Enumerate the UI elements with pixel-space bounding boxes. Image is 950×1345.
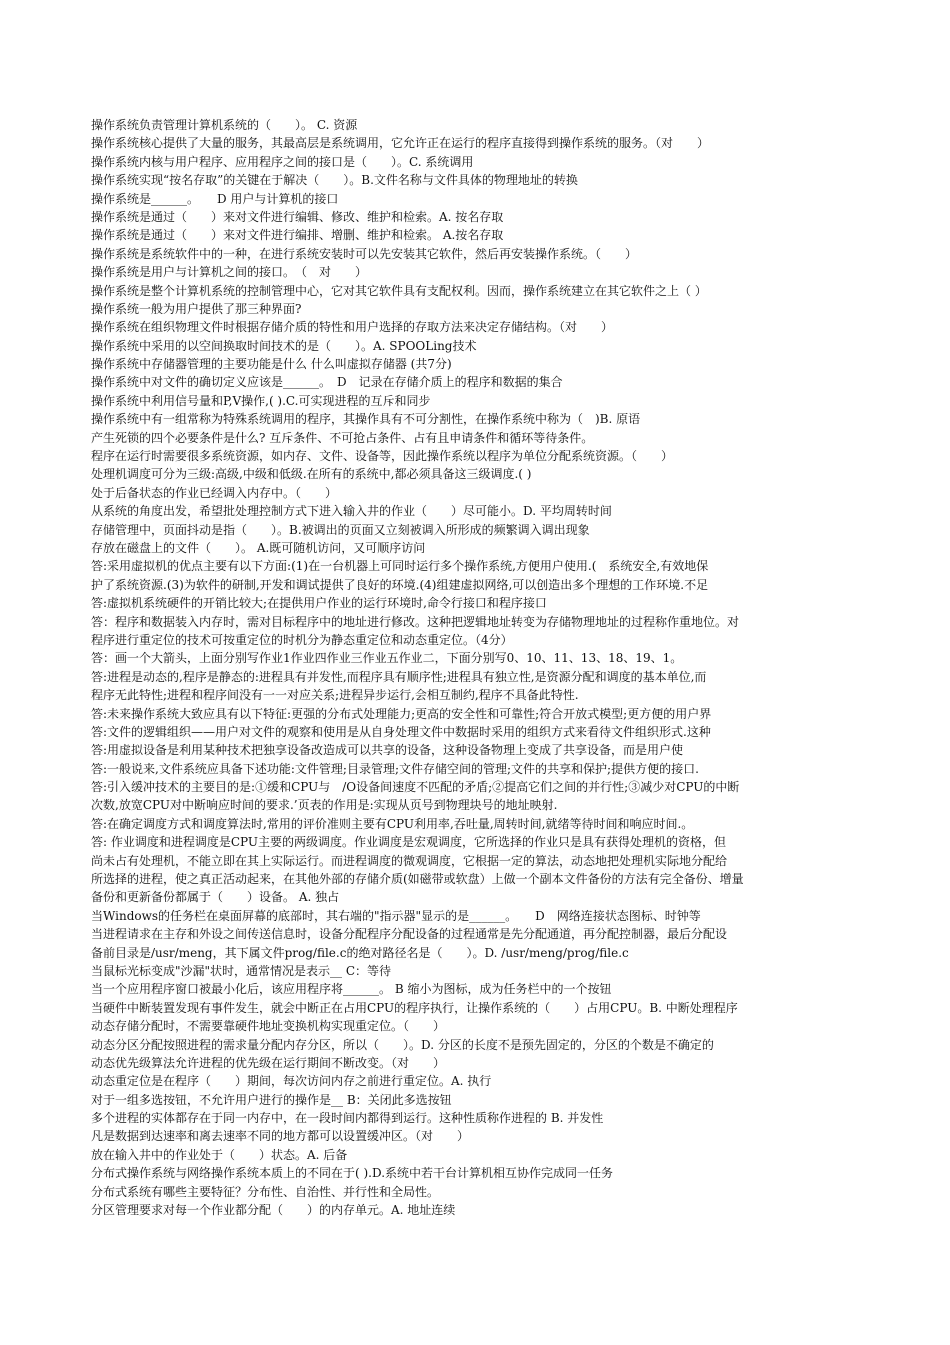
- text-line: 分区管理要求对每一个作业都分配（ ）的内存单元。A. 地址连续: [91, 1203, 456, 1218]
- text-line: 答:虚拟机系统硬件的开销比较大;在提供用户作业的运行环境时,命令行接口和程序接口: [91, 596, 547, 611]
- text-line: 答:用虚拟设备是利用某种技术把独享设备改造成可以共享的设备，这种设备物理上变成了共享设备，而是用户使: [91, 743, 684, 758]
- text-line: 操作系统一般为用户提供了那三种界面?: [91, 301, 302, 316]
- text-line: 程序进行重定位的技术可按重定位的时机分为静态重定位和动态重定位。（4分）: [91, 632, 513, 647]
- text-line: 次数,放宽CPU对中断响应时间的要求.’页表的作用是:实现从页号到物理块号的地址映射.: [91, 798, 558, 813]
- text-line: 存储管理中，页面抖动是指（ ）。B.被调出的页面又立刻被调入所形成的频繁调入调出现象: [91, 522, 590, 537]
- text-line: 操作系统中采用的以空间换取时间技术的是（ ）。A. SPOOLing技术: [91, 338, 477, 353]
- text-line: 操作系统是用户与计算机之间的接口。 （ 对 ）: [91, 265, 368, 280]
- text-line: 当Windows的任务栏在桌面屏幕的底部时，其右端的"指示器"显示的是______。 D 网络连接状态图标、时钟等: [91, 908, 701, 923]
- text-line: 分布式操作系统与网络操作系统本质上的不同在于( ).D.系统中若干台计算机相互协作完成同一任务: [91, 1166, 614, 1181]
- text-line: 多个进程的实体都存在于同一内存中，在一段时间内都得到运行。这种性质称作进程的 B. 并发性: [91, 1111, 604, 1126]
- text-line: 操作系统实现“按名存取”的关键在于解决（ ）。B.文件名称与文件具体的物理地址的转换: [91, 173, 578, 188]
- text-line: 操作系统中利用信号量和P,V操作,( ).C.可实现进程的互斥和同步: [91, 393, 431, 408]
- text-line: 放在输入井中的作业处于（ ）状态。A. 后备: [91, 1147, 348, 1162]
- text-line: 操作系统中存储器管理的主要功能是什么 什么叫虚拟存储器 (共7分): [91, 357, 452, 372]
- text-line: 答：画一个大箭头，上面分别写作业1作业四作业三作业五作业二，下面分别写0、10、11、13、18、19、1。: [91, 651, 683, 666]
- text-line: 动态分区分配按照进程的需求量分配内存分区，所以（ ）。D. 分区的长度不是预先固定的，分区的个数是不确定的: [91, 1037, 714, 1052]
- text-line: 处于后备状态的作业已经调入内存中。（ ）: [91, 485, 338, 500]
- text-line: 答:进程是动态的,程序是静态的:进程具有并发性,而程序具有顺序性;进程具有独立性,是资源分配和调度的基本单位,而: [91, 669, 707, 684]
- text-line: 答:采用虚拟机的优点主要有以下方面:(1)在一台机器上可同时运行多个操作系统,方便用户使用.( 系统安全,有效地保: [91, 559, 709, 574]
- text-line: 当一个应用程序窗口被最小化后，该应用程序将______。 B 缩小为图标，成为任务栏中的一个按钮: [91, 982, 612, 997]
- text-line: 动态重定位是在程序（ ）期间，每次访问内存之前进行重定位。A. 执行: [91, 1074, 492, 1089]
- text-line: 操作系统中有一组常称为特殊系统调用的程序，其操作具有不可分割性，在操作系统中称为（ )B. 原语: [91, 412, 641, 427]
- text-line: 产生死锁的四个必要条件是什么? 互斥条件、不可抢占条件、占有且申请条件和循环等待条件。: [91, 430, 594, 445]
- text-line: 答:在确定调度方式和调度算法时,常用的评价准则主要有CPU利用率,吞吐量,周转时间,就绪等待时间和响应时间.。: [91, 816, 694, 831]
- text-line: 备份和更新备份都属于（ ）设备。 A. 独占: [91, 890, 340, 905]
- text-line: 操作系统是系统软件中的一种，在进行系统安装时可以先安装其它软件，然后再安装操作系统。（ ）: [91, 246, 638, 261]
- text-line: 答: 作业调度和进程调度是CPU主要的两级调度。作业调度是宏观调度，它所选择的作业只是具有获得处理机的资格，但: [91, 835, 727, 850]
- text-line: 操作系统内核与用户程序、应用程序之间的接口是（ ）。C. 系统调用: [91, 154, 474, 169]
- text-line: 尚未占有处理机，不能立即在其上实际运行。而进程调度的微观调度，它根据一定的算法，动态地把处理机实际地分配给: [91, 853, 728, 868]
- text-line: 所选择的进程，使之真正活动起来，在其他外部的存储介质(如磁带或软盘）上做一个副本文件备份的方法有完全备份、增量: [91, 872, 744, 887]
- text-line: 操作系统是通过（ ）来对文件进行编排、增删、维护和检索。 A.按名存取: [91, 228, 504, 243]
- text-line: 当鼠标光标变成"沙漏"状时，通常情况是表示__ C：等待: [91, 963, 392, 978]
- text-line: 动态优先级算法允许进程的优先级在运行期间不断改变。（对 ）: [91, 1055, 446, 1070]
- document-body: [91, 116, 866, 1219]
- text-line: 备前目录是/usr/meng，其下属文件prog/file.c的绝对路径名是（ ）。D. /usr/meng/prog/file.c: [91, 945, 629, 960]
- text-line: 操作系统是______。 D 用户与计算机的接口: [91, 191, 339, 206]
- text-line: 操作系统是整个计算机系统的控制管理中心，它对其它软件具有支配权利。因而，操作系统建立在其它软件之上（ ）: [91, 283, 707, 298]
- text-line: 程序在运行时需要很多系统资源，如内存、文件、设备等，因此操作系统以程序为单位分配系统资源。（ ）: [91, 449, 674, 464]
- text-line: 答:引入缓冲技术的主要目的是:①缓和CPU与 /O设备间速度不匹配的矛盾;②提高它们之间的并行性;③减少对CPU的中断: [91, 780, 740, 795]
- text-line: 操作系统核心提供了大量的服务，其最高层是系统调用，它允许正在运行的程序直接得到操作系统的服务。（对 ）: [91, 136, 710, 151]
- text-line: 护了系统资源.(3)为软件的研制,开发和调试提供了良好的环境.(4)组建虚拟网络,可以创造出多个理想的工作环境.不足: [91, 577, 709, 592]
- text-line: 凡是数据到达速率和离去速率不同的地方都可以设置缓冲区。（对 ）: [91, 1129, 470, 1144]
- text-line: 分布式系统有哪些主要特征？分布性、自治性、并行性和全局性。: [91, 1184, 440, 1199]
- text-line: 动态存储分配时，不需要靠硬件地址变换机构实现重定位。（ ）: [91, 1019, 446, 1034]
- text-line: 操作系统负责管理计算机系统的（ ）。 C. 资源: [91, 118, 358, 132]
- text-line: 操作系统在组织物理文件时根据存储介质的特性和用户选择的存取方法来决定存储结构。（对 ）: [91, 320, 614, 335]
- text-line: 答:未来操作系统大致应具有以下特征:更强的分布式处理能力;更高的安全性和可靠性;符合开放式模型;更方便的用户界: [91, 706, 712, 721]
- text-line: 处理机调度可分为三级:高级,中级和低级.在所有的系统中,都必须具备这三级调度.( ): [91, 467, 532, 482]
- text-line: 对于一组多选按钮，不允许用户进行的操作是__ B：关闭此多选按钮: [91, 1092, 452, 1107]
- text-line: 存放在磁盘上的文件（ ）。 A.既可随机访问，又可顺序访问: [91, 540, 426, 555]
- text-line: 操作系统中对文件的确切定义应该是______。 D 记录在存储介质上的程序和数据的集合: [91, 375, 563, 390]
- text-line: 当进程请求在主存和外设之间传送信息时，设备分配程序分配设备的过程通常是先分配通道，再分配控制器，最后分配设: [91, 927, 728, 942]
- text-line: 答:一般说来,文件系统应具备下述功能:文件管理;目录管理;文件存储空间的管理;文件的共享和保护;提供方便的接口.: [91, 761, 699, 776]
- text-line: 操作系统是通过（ ）来对文件进行编辑、修改、维护和检索。A. 按名存取: [91, 209, 504, 224]
- text-line: 当硬件中断装置发现有事件发生，就会中断正在占用CPU的程序执行，让操作系统的（ ）占用CPU。B. 中断处理程序: [91, 1000, 738, 1015]
- text-line: 从系统的角度出发，希望批处理控制方式下进入输入井的作业（ ）尽可能小。D. 平均周转时间: [91, 504, 612, 519]
- text-line: 答:文件的逻辑组织——用户对文件的观察和使用是从自身处理文件中数据时采用的组织方式来看待文件组织形式.这种: [91, 724, 711, 739]
- text-line: 程序无此特性;进程和程序间没有一一对应关系;进程异步运行,会相互制约,程序不具备此特性.: [91, 688, 579, 703]
- text-line: 答：程序和数据装入内存时，需对目标程序中的地址进行修改。这种把逻辑地址转变为存储物理地址的过程称作重地位。对: [91, 614, 740, 629]
